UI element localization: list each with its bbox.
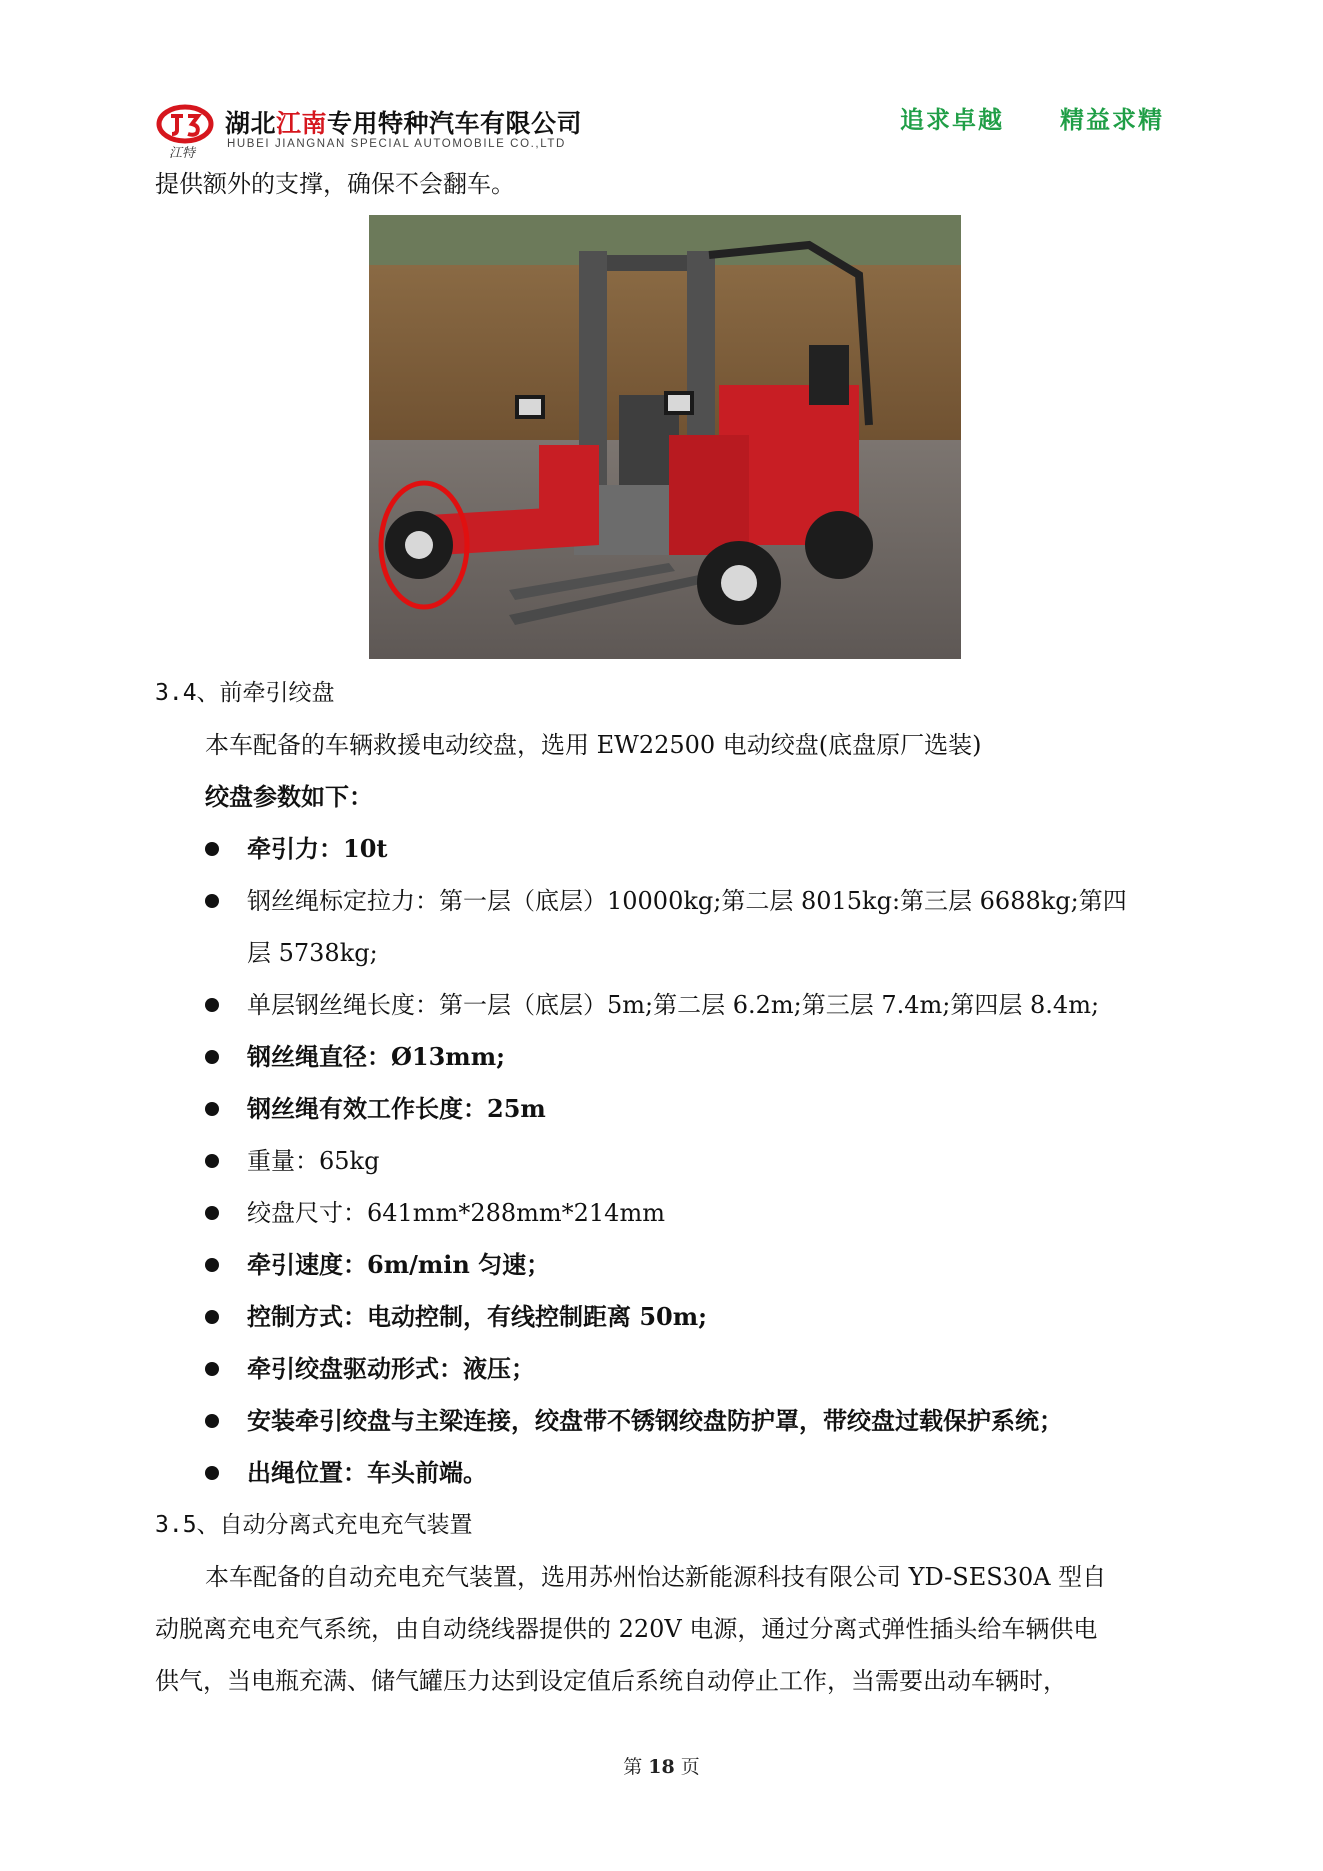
page-prefix: 第 [623,1756,643,1778]
list-item: 钢丝绳标定拉力：第一层（底层）10000kg;第二层 8015kg:第三层 6688kg;第四 [247,887,1127,915]
logo-caption: 江特 [169,146,196,160]
list-item-continuation: 层 5738kg; [247,939,378,967]
bullet-icon [205,1154,219,1168]
bullet-icon [205,998,219,1012]
page-number: 18 [648,1756,675,1778]
company-name-cn: 湖北江南专用特种汽车有限公司 [225,109,583,138]
list-item: 牵引速度：6m/min 匀速； [247,1250,551,1279]
company-name-en: HUBEI JIANGNAN SPECIAL AUTOMOBILE CO.,LTD [227,138,566,150]
page-footer [0,1752,1323,1779]
list-item: 出绳位置：车头前端。 [247,1458,487,1487]
list-item: 单层钢丝绳长度：第一层（底层）5m;第二层 6.2m;第三层 7.4m;第四层 8.4m; [247,991,1100,1019]
bullet-icon [205,1258,219,1272]
bullet-icon [205,1414,219,1428]
list-item: 钢丝绳直径：Ø13mm; [247,1042,505,1071]
bullet-icon [205,1362,219,1376]
company-logo [155,102,221,160]
bullet-icon [205,842,219,856]
bullet-icon [205,1466,219,1480]
section-3-4-para: 本车配备的车辆救援电动绞盘，选用 EW22500 电动绞盘(底盘原厂选装) [205,731,982,759]
page-suffix: 页 [680,1756,700,1778]
section-3-5-line: 动脱离充电充气系统，由自动绕线器提供的 220V 电源，通过分离式弹性插头给车辆供电 [155,1615,1098,1643]
list-item: 钢丝绳有效工作长度：25m [247,1094,546,1123]
bullet-icon [205,1310,219,1324]
slogan-precision: 精益求精 [1060,105,1164,134]
bullet-icon [205,1206,219,1220]
section-3-5-line: 本车配备的自动充电充气装置，选用苏州怡达新能源科技有限公司 YD-SES30A 型自 [205,1563,1107,1591]
bullet-icon [205,1050,219,1064]
bullet-icon [205,1102,219,1116]
list-item: 牵引力：10t [247,834,388,863]
list-item: 安装牵引绞盘与主梁连接，绞盘带不锈钢绞盘防护罩，带绞盘过载保护系统； [247,1406,1063,1435]
bullet-icon [205,894,219,908]
section-3-5-title: 3.5、自动分离式充电充气装置 [155,1512,473,1538]
list-item: 重量：65kg [247,1147,380,1175]
params-title: 绞盘参数如下： [205,782,373,811]
list-item: 牵引绞盘驱动形式：液压； [247,1354,535,1383]
intro-line: 提供额外的支撑，确保不会翻车。 [155,170,515,198]
list-item: 控制方式：电动控制，有线控制距离 50m; [247,1302,708,1331]
slogan-excellence: 追求卓越 [900,105,1004,134]
forklift-photo [369,215,961,659]
section-3-4-title: 3.4、前牵引绞盘 [155,680,335,706]
section-3-5-line: 供气，当电瓶充满、储气罐压力达到设定值后系统自动停止工作，当需要出动车辆时， [155,1667,1067,1695]
page-header [155,96,1175,160]
list-item: 绞盘尺寸：641mm*288mm*214mm [247,1199,665,1227]
